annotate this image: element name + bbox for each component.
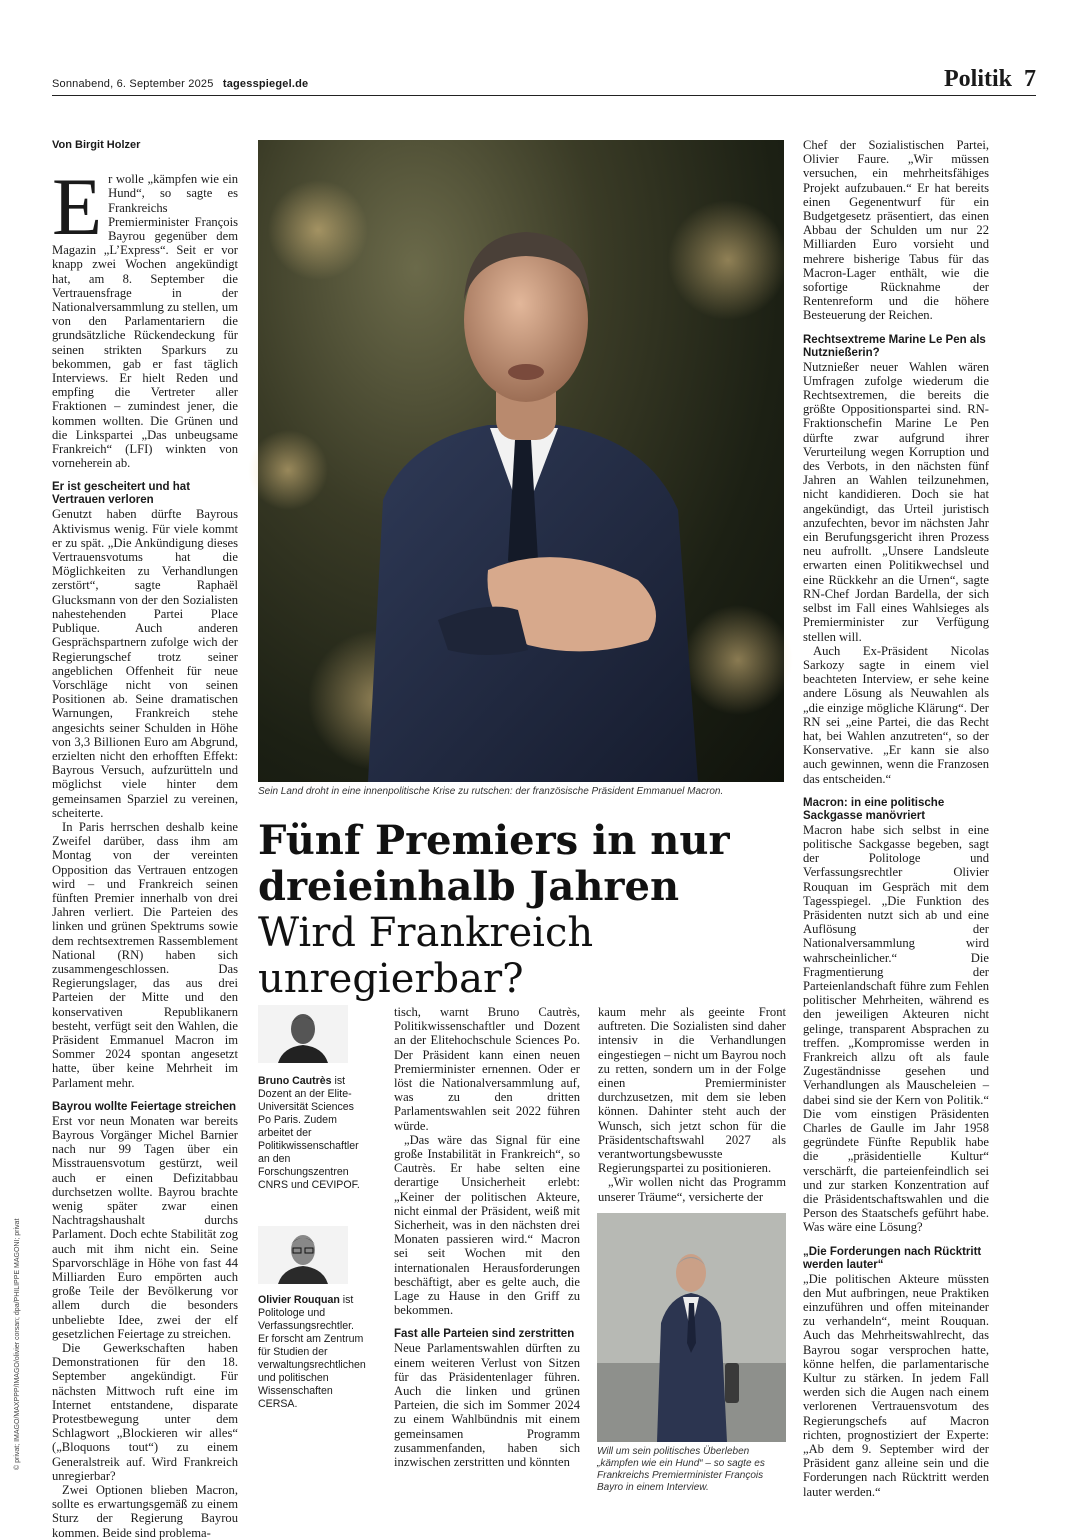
paragraph: Chef der Sozialistischen Partei, Olivier Faure. „Wir müssen versuchen, ein mehrheitsfähiges Projekt aufzubauen.“ Er hat bereits einen Gegenentwurf für ein Budgetgesetz präsentiert, das einen Abbau der Schulden um nur 22 Milliarden Euro vorsieht und mehrere bisherige Tabus für das Macron-Lager enthält, wie die sofortige Rücknahme der Rentenreform und die höhere Besteuerung der Reichen.: [803, 138, 989, 323]
article-column-4: [598, 1005, 786, 1204]
paragraph: Macron habe sich selbst in eine politische Sackgasse begeben, sagt der Politologe und Verfassungsrechtler Olivier Rouquan im Gespräch mit dem Tagesspiegel. „Die Funktion des Präsidenten nutzt sich ab und eine Auflösung der Nationalversammlung wird wahrscheinlicher.“ Die Fragmentierung der Parteienlandschaft führe zum Fehlen politischer Mehrheiten, während es den jeweiligen Akteuren nicht gelinge, transparent Absprachen zu treffen. „Kompromisse werden in Frankreich allzu oft als faule Zugeständnisse gesehen und Verhandlungen als Mauscheleien – dabei sind sie der Kern von Politik.“ Die vom einstigen Präsidenten Charles de Gaulle im Jahr 1958 gegründete Fünfte Republik habe die „präsidentielle Kultur“ verschärft, die parteienfeindlich sei und zur starken Konzentration auf die Präsidentschaftswahlen und die Person des Staatschefs geführt habe. Was wäre eine Lösung?: [803, 822, 989, 1235]
paragraph: „Wir wollen nicht das Programm unserer Träume“, versicherte der: [598, 1175, 786, 1204]
headline-bold: Fünf Premiers in nur dreieinhalb Jahren: [258, 817, 730, 910]
headline: [258, 818, 788, 1002]
drop-cap: E: [52, 161, 103, 253]
subheading-5: Macron: in eine politische Sackgasse manövriert: [803, 796, 945, 822]
bayrou-illustration: [597, 1213, 786, 1442]
headline-regular: Wird Frankreich unregierbar?: [258, 910, 594, 1002]
page-header: [52, 68, 1036, 96]
author-name: Bruno Cautrès: [258, 1075, 332, 1087]
paragraph: „Die politischen Akteure müssten den Mut aufbringen, neue Praktiken einzuführen und offen miteinander zu verhandeln“, meint Rouquan. Auch das Mehrheitswahlrecht, das Bayrou sogar versprochen hatte, könne helfen, die parlamentarische Kultur zu stärken. In jedem Fall werden sich die Augen nach einem verlorenen Vertrauensvotum des Regierungschefs auf Macron richten, prognostiziert der Experte: „Ab dem 9. September wird der Präsident ganz alleine sein und die Forderungen nach Rücktritt werden lauter werden.“: [803, 1271, 989, 1499]
small-photo-caption: Will um sein politisches Überleben „kämpfen wie ein Hund“ – so sagte es Frankreichs Premierminister François Bayro in einem Interview.: [597, 1446, 765, 1493]
paragraph: Erst vor neun Monaten war bereits Bayrous Vorgänger Michel Barnier nach nur 99 Tagen über ein Misstrauensvotum gestürzt, weil auch er einen Defizitabbau durchsetzen wollte. Bayrou brachte wenig später zwar einen Nachtragshaushalt durchs Parlament. Doch echte Stabilität zog auch mit ihm nicht ein. Seine Sparvorschläge in Höhe von fast 44 Milliarden Euro empörten auch große Teile der Bevölkerung vor allem durch die besonders unbeliebte Idee, zwei der elf gesetzlichen Feiertage zu streichen.: [52, 1113, 238, 1341]
author-bio: ist Dozent an der Elite-Universität Sciences Po Paris. Zudem arbeitet der Politikwissenschaftler an den Forschungszentren CNRS und CEVIPOF.: [258, 1075, 360, 1191]
article-column-5: [803, 138, 989, 1499]
avatar: [258, 1226, 348, 1284]
paragraph: tisch, warnt Bruno Cautrès, Politikwissenschaftler und Dozent an der Elitehochschule Sciences Po. Der Präsident kann einen neuen Premierminister ernennen. Oder er löst die Nationalversammlung auf, was zu den dritten Parlamentswahlen seit 2022 führen würde.: [394, 1005, 580, 1133]
portrait-olivier-rouquan: [258, 1226, 348, 1284]
subheading-1: Er ist gescheitert und hat Vertrauen verloren: [52, 481, 191, 507]
paragraph: Die Gewerkschaften haben Demonstrationen für den 18. September angekündigt. Für nächsten Mittwoch ruft eine im Internet entstandene, disparate Protestbewegung unter dem Schlagwort „Blockieren wir alles“ („Bloquons tout“) zu einem Generalstreik auf. Wird Frankreich unregierbar?: [52, 1341, 238, 1483]
subheading-2: Bayrou wollte Feiertage streichen: [52, 1100, 237, 1113]
author-bio: ist Politologe und Verfassungsrechtler. Er forscht am Zentrum für Studien der verwaltungsrechtlichen und politischen Wissenschaften CERSA.: [258, 1294, 366, 1410]
author-box-olivier-rouquan: [258, 1294, 366, 1411]
paragraph: In Paris herrschen deshalb keine Zweifel darüber, dass ihm am Montag von der vereinten Opposition das Vertrauen entzogen wird – und Frankreich seinen fünften Premier innerhalb von drei Jahren verliert. Die Parteien des linken und grünen Spektrums sowie dem rechtsextremen Rassemblement National (RN) haben sich zusammengeschlossen. Das Regierungslager, das aus drei Parteien der Mitte und den konservativen Republikanern besteht, verfügt seit den Wahlen, die Präsident Emmanuel Macron im Sommer 2024 spontan angesetzt hatte, über keine Mehrheit im Parlament mehr.: [52, 819, 238, 1090]
paragraph: Neue Parlamentswahlen dürften zu einem weiteren Verlust von Sitzen für das Präsidentenlager führen. Auch die linken und grünen Parteien, die sich im Sommer 2024 zu einem Wahlbündnis mit einem gemeinsamen Programm zusammenfanden, haben sich inzwischen zerstritten und könnten: [394, 1341, 580, 1470]
page-number: 7: [1024, 66, 1036, 92]
main-photo-caption: Sein Land droht in eine innenpolitische Krise zu rutschen: der französische Präsident Emmanuel Macron.: [258, 786, 724, 797]
byline: Von Birgit Holzer: [52, 139, 141, 151]
main-photo-macron: [258, 140, 784, 782]
article-column-3: [394, 1005, 580, 1469]
paragraph: Genutzt haben dürfte Bayrous Aktivismus wenig. Für viele kommt er zu spät. „Die Ankündigung dieses Vertrauensvotums hat die Möglichkeiten zu Verhandlungen zerstört“, sagte Raphaël Glucksmann von der den Sozialisten nahestehenden Partei Place Publique. Auch anderen Gesprächspartnern zufolge wich der Regierungschef trotz seiner angeblichen Offenheit für neue Vorschläge nicht von seinen Positionen ab. Seine dramatischen Warnungen, Frankreich stehe angesichts seiner Schulden in Höhe von 3,3 Billionen Euro am Abgrund, erzielten nicht den erhofften Effekt: Bayrous Versuch, aufzurütteln und möglichst viele hinter dem gemeinsamen Sparziel zu vereinen, scheiterte.: [52, 507, 238, 820]
paragraph: Nutznießer neuer Wahlen wären Umfragen zufolge wiederum die Rechtsextremen, die bereits die größte Oppositionspartei sind. RN-Fraktionschefin Marine Le Pen dürfte zwar aufgrund ihrer Verurteilung wegen Korruption und des Verbots, in den nächsten fünf Jahren an Wahlen teilzunehmen, nicht kandidieren. Doch sie hat angekündigt, das Urteil juristisch anzufechten, bevor im nächsten Jahr ein Berufungsgericht ihren Prozess neu aufrollt. „Unsere Landsleute erwarten einen Politikwechsel und eine Rückkehr an die Urnen“, sagte RN-Chef Jordan Bardella, der sich selbst im Fall eines Wahlsieges als Premierminister zur Verfügung stellen will.: [803, 359, 989, 644]
subheading-4: Rechtsextreme Marine Le Pen als Nutznießerin?: [803, 333, 986, 359]
portrait-bruno-cautres: [258, 1005, 348, 1063]
subheading-3: Fast alle Parteien sind zerstritten: [394, 1328, 575, 1341]
subheading-6: „Die Forderungen nach Rücktritt werden lauter“: [803, 1245, 982, 1271]
paragraph: Auch Ex-Präsident Nicolas Sarkozy sagte in einem viel beachteten Interview, er sehe keine andere Lösung als Neuwahlen als „die einzige mögliche Klärung“. Der RN sei „eine Partei, die das Recht hat, bei Wahlen anzutreten“, so der Konservative. „Er kann sie also auch gewinnen, wenn die Franzosen das entscheiden.“: [803, 643, 989, 786]
author-name: Olivier Rouquan: [258, 1294, 340, 1306]
header-section: [944, 66, 1036, 93]
author-box-bruno-cautres: [258, 1075, 366, 1192]
macron-illustration: [258, 140, 784, 782]
avatar: [258, 1005, 348, 1063]
paragraph: „Das wäre das Signal für eine große Instabilität in Frankreich“, so Cautrès. Er habe selten eine derartige Unsicherheit erlebt: „Keiner der politischen Akteure, nicht einmal der Präsident, weiß mit Sicherheit, was in den nächsten drei Monaten passieren wird.“ Macron sei seit Wochen mit den internationalen Herausforderungen beschäftigt, aber es gelte auch, die Lage zu Hause in den Griff zu bekommen.: [394, 1132, 580, 1318]
header-date-line: [52, 78, 308, 90]
paragraph: Zwei Optionen blieben Macron, sollte es erwartungsgemäß zu einem Sturz der Regierung Bayrou kommen. Beide sind problema-: [52, 1483, 238, 1540]
section-name: Politik: [943, 66, 1012, 92]
photo-credit: © privat; IMAGO/MAXPPP/IMAGO/olivier corsan; dpa/PHILIPPE MAGONI; privat: [14, 1218, 21, 1470]
photo-francois-bayrou: [597, 1213, 786, 1442]
header-date: Sonnabend, 6. September 2025: [52, 78, 214, 90]
intro-paragraph: r wolle „kämpfen wie ein Hund“, so sagte es Frankreichs Premierminister François Bayrou gegenüber dem Magazin „L’Express“. Seit er vor knapp zwei Wochen angekündigt hat, am 8. September die Vertrauensfrage in der Nationalversammlung zu stellen, um von den Parlamentariern die grundsätzliche Rückendeckung für seinen strikten Sparkurs zu bekommen, gab er fast täglich Interviews. Er hielt Reden und empfing die Vertreter aller Fraktionen – zumindest jener, die kommen wollten. Die Grünen und die Linkspartei „Das unbeugsame Frankreich“ (LFI) winkten von vorneherein ab.: [52, 172, 238, 471]
header-site[interactable]: tagesspiegel.de: [222, 78, 309, 90]
paragraph: kaum mehr als geeinte Front auftreten. Die Sozialisten sind daher intensiv in die Verhandlungen eingestiegen – nicht um Bayrou noch zu retten, sondern um in der Folge einen Premierminister durchzusetzen, mit dem sie leben können. Dahinter steht auch der Wunsch, sich jetzt schon für die Präsidentschaftswahl 2027 als verantwortungsbewusste Regierungspartei zu positionieren.: [598, 1005, 786, 1176]
article-column-1: [52, 138, 238, 1540]
